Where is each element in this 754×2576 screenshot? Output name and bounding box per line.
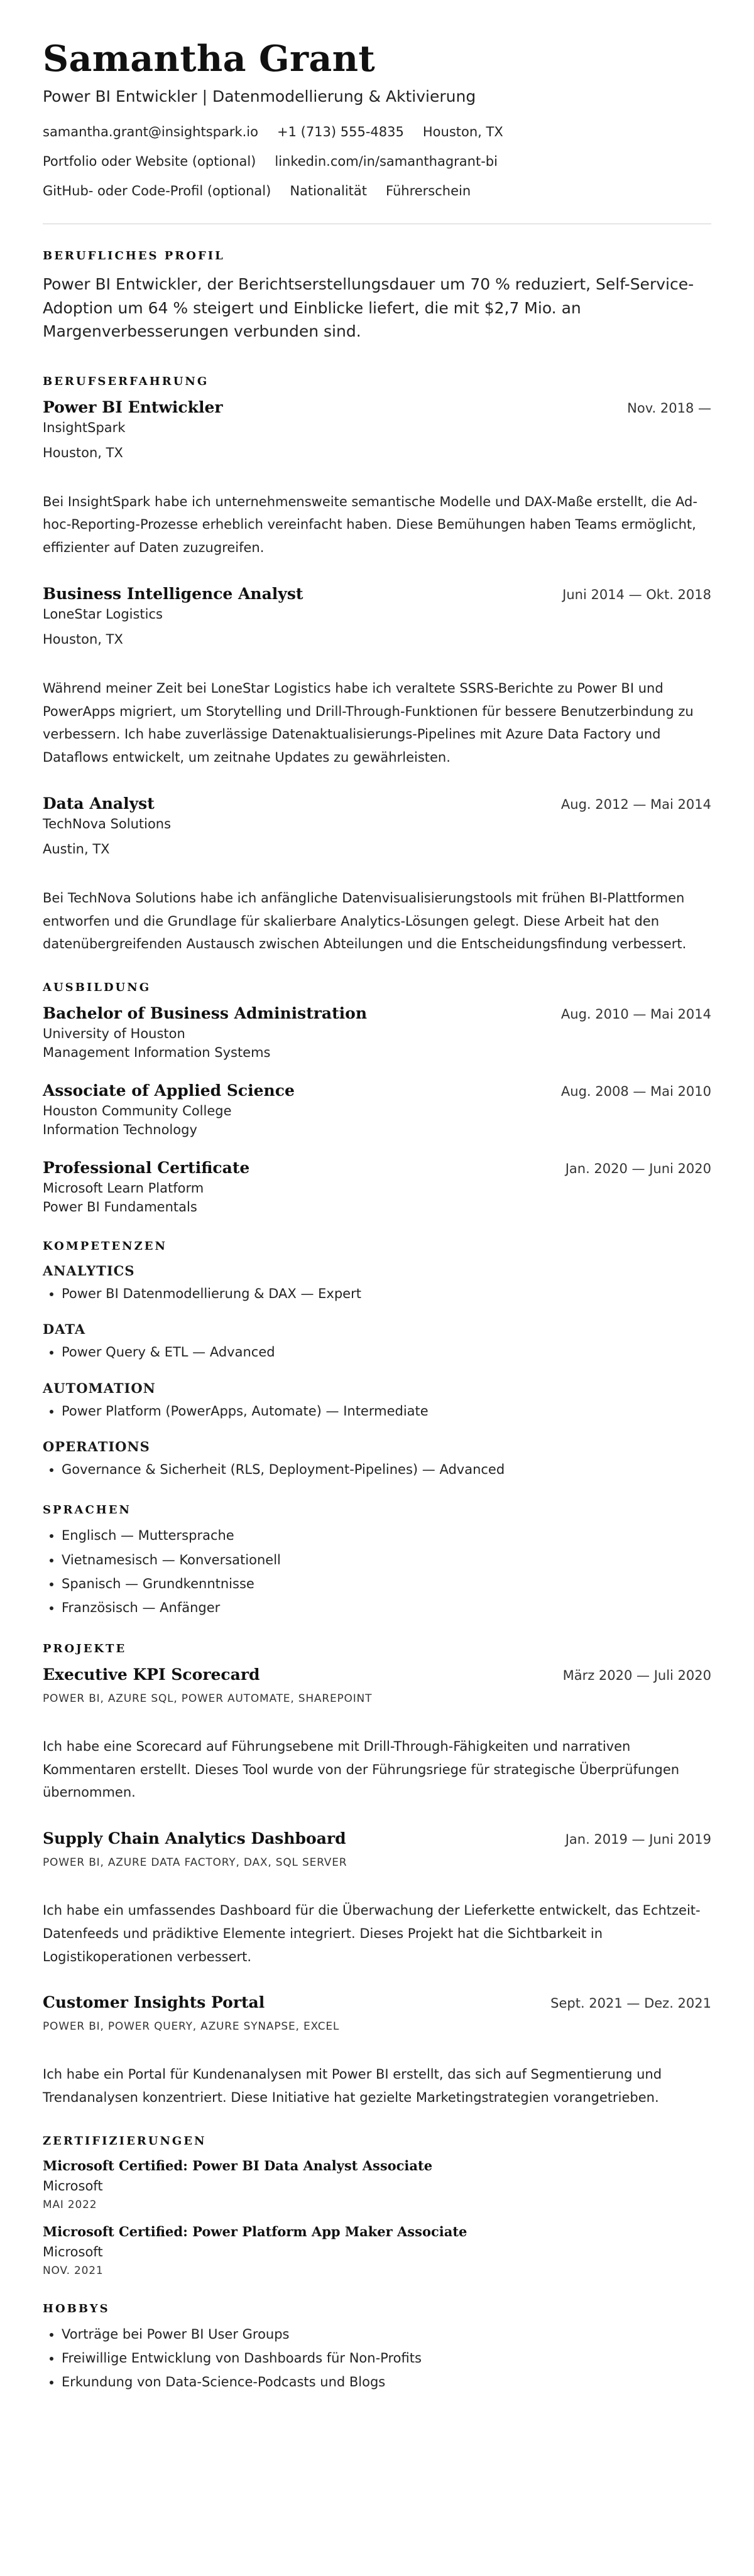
email-link[interactable]: samantha.grant@insightspark.io: [43, 124, 258, 139]
degree-title: Bachelor of Business Administration: [43, 1004, 368, 1022]
skill-item: • Power Query & ETL — Advanced: [62, 1343, 711, 1361]
job-location: Austin, TX: [43, 841, 110, 857]
project-entry: [43, 1829, 711, 1968]
project-tech-stack: POWER BI, POWER QUERY, AZURE SYNAPSE, EXCEL: [43, 2020, 340, 2033]
project-description: Ich habe eine Scorecard auf Führungsebene mit Drill-Through-Fähigkeiten und narrativen Kommentaren erstellt. Dieses Tool wurde von der Führungsriege für strategische Überprüfungen übernommen.: [43, 1738, 680, 1800]
job-title: Business Intelligence Analyst: [43, 584, 303, 603]
skill-group-title: DATA: [43, 1321, 86, 1338]
certification-issuer: Microsoft: [43, 2244, 103, 2259]
company-name: InsightSpark: [43, 419, 126, 435]
section-title-languages: SPRACHEN: [43, 1503, 131, 1517]
section-title-profile: BERUFLICHES PROFIL: [43, 249, 225, 262]
education-dates: Jan. 2020 — Juni 2020: [565, 1161, 711, 1176]
company-name: LoneStar Logistics: [43, 606, 163, 622]
certification-date: NOV. 2021: [43, 2264, 104, 2277]
field-of-study: Management Information Systems: [43, 1045, 271, 1060]
contact-row-3: [43, 183, 711, 198]
section-title-projects: PROJEKTE: [43, 1642, 127, 1655]
hobby-item: • Vorträge bei Power BI User Groups: [62, 2325, 711, 2343]
field-of-study: Information Technology: [43, 1122, 197, 1137]
education-section: [43, 981, 711, 1215]
skills-section: [43, 1240, 711, 1478]
degree-title: Professional Certificate: [43, 1159, 250, 1177]
contact-row-2: [43, 154, 711, 169]
project-name: Executive KPI Scorecard: [43, 1665, 260, 1684]
job-dates: Aug. 2012 — Mai 2014: [560, 796, 711, 812]
project-dates: März 2020 — Juli 2020: [562, 1667, 711, 1683]
education-dates: Aug. 2010 — Mai 2014: [560, 1007, 711, 1022]
hobbies-section: [43, 2302, 711, 2391]
language-item: • Spanisch — Grundkenntnisse: [62, 1575, 711, 1593]
section-title-skills: KOMPETENZEN: [43, 1240, 167, 1253]
project-description: Ich habe ein Portal für Kundenanalysen mit Power BI erstellt, das sich auf Segmentierung und Trendanalysen konzentriert. Diese Initiative hat gezielte Marketingstrategien vorangetrieben.: [43, 2067, 662, 2105]
profile-section: [43, 249, 711, 344]
company-name: TechNova Solutions: [43, 816, 172, 831]
project-dates: Sept. 2021 — Dez. 2021: [550, 1996, 711, 2011]
skill-list: [43, 1343, 711, 1361]
hobby-item: • Erkundung von Data-Science-Podcasts und Blogs: [62, 2373, 711, 2391]
experience-entry: [43, 794, 711, 956]
education-dates: Aug. 2008 — Mai 2010: [560, 1084, 711, 1099]
school-name: Microsoft Learn Platform: [43, 1181, 204, 1196]
job-description: Bei InsightSpark habe ich unternehmensweite semantische Modelle und DAX-Maße erstellt, die Ad-hoc-Reporting-Prozesse erheblich vereinfacht haben. Diese Bemühungen haben Teams ermöglicht, effizienter auf Daten zuzugreifen.: [43, 494, 697, 555]
language-item: • Französisch — Anfänger: [62, 1599, 711, 1616]
job-title: Data Analyst: [43, 794, 155, 813]
section-title-education: AUSBILDUNG: [43, 981, 151, 994]
linkedin-link[interactable]: linkedin.com/in/samanthagrant-bi: [275, 154, 498, 169]
language-list: [43, 1527, 711, 1616]
experience-entry: [43, 398, 711, 560]
project-tech-stack: POWER BI, AZURE SQL, POWER AUTOMATE, SHAREPOINT: [43, 1692, 373, 1705]
certification-entry: [43, 2224, 711, 2277]
skill-list: [43, 1285, 711, 1302]
skill-group-title: AUTOMATION: [43, 1380, 156, 1396]
education-entry: [43, 1081, 711, 1137]
certification-name: Microsoft Certified: Power Platform App Maker Associate: [43, 2223, 467, 2239]
certification-name: Microsoft Certified: Power BI Data Analyst Associate: [43, 2157, 433, 2173]
headline: Power BI Entwickler | Datenmodellierung & Aktivierung: [43, 87, 476, 106]
job-dates: Juni 2014 — Okt. 2018: [562, 587, 711, 602]
skill-list: [43, 1402, 711, 1420]
projects-section: [43, 1642, 711, 2109]
job-location: Houston, TX: [43, 631, 123, 647]
certification-issuer: Microsoft: [43, 2178, 103, 2194]
job-dates: Nov. 2018 —: [627, 400, 711, 416]
skill-item: • Power Platform (PowerApps, Automate) — Intermediate: [62, 1402, 711, 1420]
job-title: Power BI Entwickler: [43, 398, 223, 416]
education-entry: [43, 1004, 711, 1060]
resume-header: [43, 38, 711, 198]
skill-group-title: ANALYTICS: [43, 1263, 135, 1279]
school-name: University of Houston: [43, 1026, 185, 1041]
portfolio-link[interactable]: Portfolio oder Website (optional): [43, 154, 256, 169]
github-link[interactable]: GitHub- oder Code-Profil (optional): [43, 183, 271, 198]
job-location: Houston, TX: [43, 445, 123, 460]
section-title-experience: BERUFSERFAHRUNG: [43, 374, 209, 388]
hobby-item: • Freiwillige Entwicklung von Dashboards für Non-Profits: [62, 2349, 711, 2367]
contact-row-1: [43, 124, 711, 139]
skill-list: [43, 1461, 711, 1478]
phone-number[interactable]: +1 (713) 555-4835: [277, 124, 404, 139]
drivers-license: Führerschein: [386, 183, 471, 198]
profile-summary: Power BI Entwickler, der Berichtserstellungsdauer um 70 % reduziert, Self-Service-Adoption um 64 % steigert und Einblicke liefert, die mit $2,7 Mio. an Margenverbesserungen verbunden sind.: [43, 275, 694, 340]
project-dates: Jan. 2019 — Juni 2019: [565, 1832, 711, 1847]
certifications-section: [43, 2135, 711, 2277]
job-description: Bei TechNova Solutions habe ich anfängliche Datenvisualisierungstools mit frühen BI-Plattformen entworfen und die Grundlage für skalierbare Analytics-Lösungen gelegt. Diese Arbeit hat den datenübergreifenden Austausch zwischen Abteilungen und die Entscheidungsfindung verbessert.: [43, 890, 687, 952]
field-of-study: Power BI Fundamentals: [43, 1199, 197, 1215]
project-description: Ich habe ein umfassendes Dashboard für die Überwachung der Lieferkette entwickelt, das Echtzeit-Datenfeeds und prädiktive Elemente integriert. Dieses Projekt hat die Sichtbarkeit in Logistikoperationen verbessert.: [43, 1903, 701, 1964]
project-entry: [43, 1665, 711, 1804]
section-title-certifications: ZERTIFIZIERUNGEN: [43, 2134, 207, 2148]
certification-date: MAI 2022: [43, 2198, 97, 2211]
experience-section: [43, 375, 711, 956]
project-name: Customer Insights Portal: [43, 1993, 265, 2012]
language-item: • Vietnamesisch — Konversationell: [62, 1551, 711, 1569]
hobby-list: [43, 2325, 711, 2391]
skill-item: • Power BI Datenmodellierung & DAX — Expert: [62, 1285, 711, 1302]
language-item: • Englisch — Muttersprache: [62, 1527, 711, 1544]
job-description: Während meiner Zeit bei LoneStar Logistics habe ich veraltete SSRS-Berichte zu Power BI und PowerApps migriert, um Storytelling und Drill-Through-Funktionen für bessere Benutzerbindung zu verbessern. Ich habe zuverlässige Datenaktualisierungs-Pipelines mit Azure Data Factory und Dataflows entwickelt, um zeitnahe Updates zu gewährleisten.: [43, 680, 694, 765]
nationality: Nationalität: [290, 183, 368, 198]
school-name: Houston Community College: [43, 1103, 232, 1118]
languages-section: [43, 1503, 711, 1616]
project-tech-stack: POWER BI, AZURE DATA FACTORY, DAX, SQL SERVER: [43, 1856, 347, 1869]
project-name: Supply Chain Analytics Dashboard: [43, 1829, 346, 1848]
certification-entry: [43, 2158, 711, 2211]
project-entry: [43, 1993, 711, 2109]
location: Houston, TX: [422, 124, 503, 139]
experience-entry: [43, 585, 711, 769]
education-entry: [43, 1159, 711, 1215]
candidate-name: Samantha Grant: [43, 38, 375, 80]
degree-title: Associate of Applied Science: [43, 1081, 295, 1100]
skill-item: • Governance & Sicherheit (RLS, Deployment-Pipelines) — Advanced: [62, 1461, 711, 1478]
section-title-hobbies: HOBBYS: [43, 2302, 110, 2315]
skill-group-title: OPERATIONS: [43, 1439, 150, 1455]
